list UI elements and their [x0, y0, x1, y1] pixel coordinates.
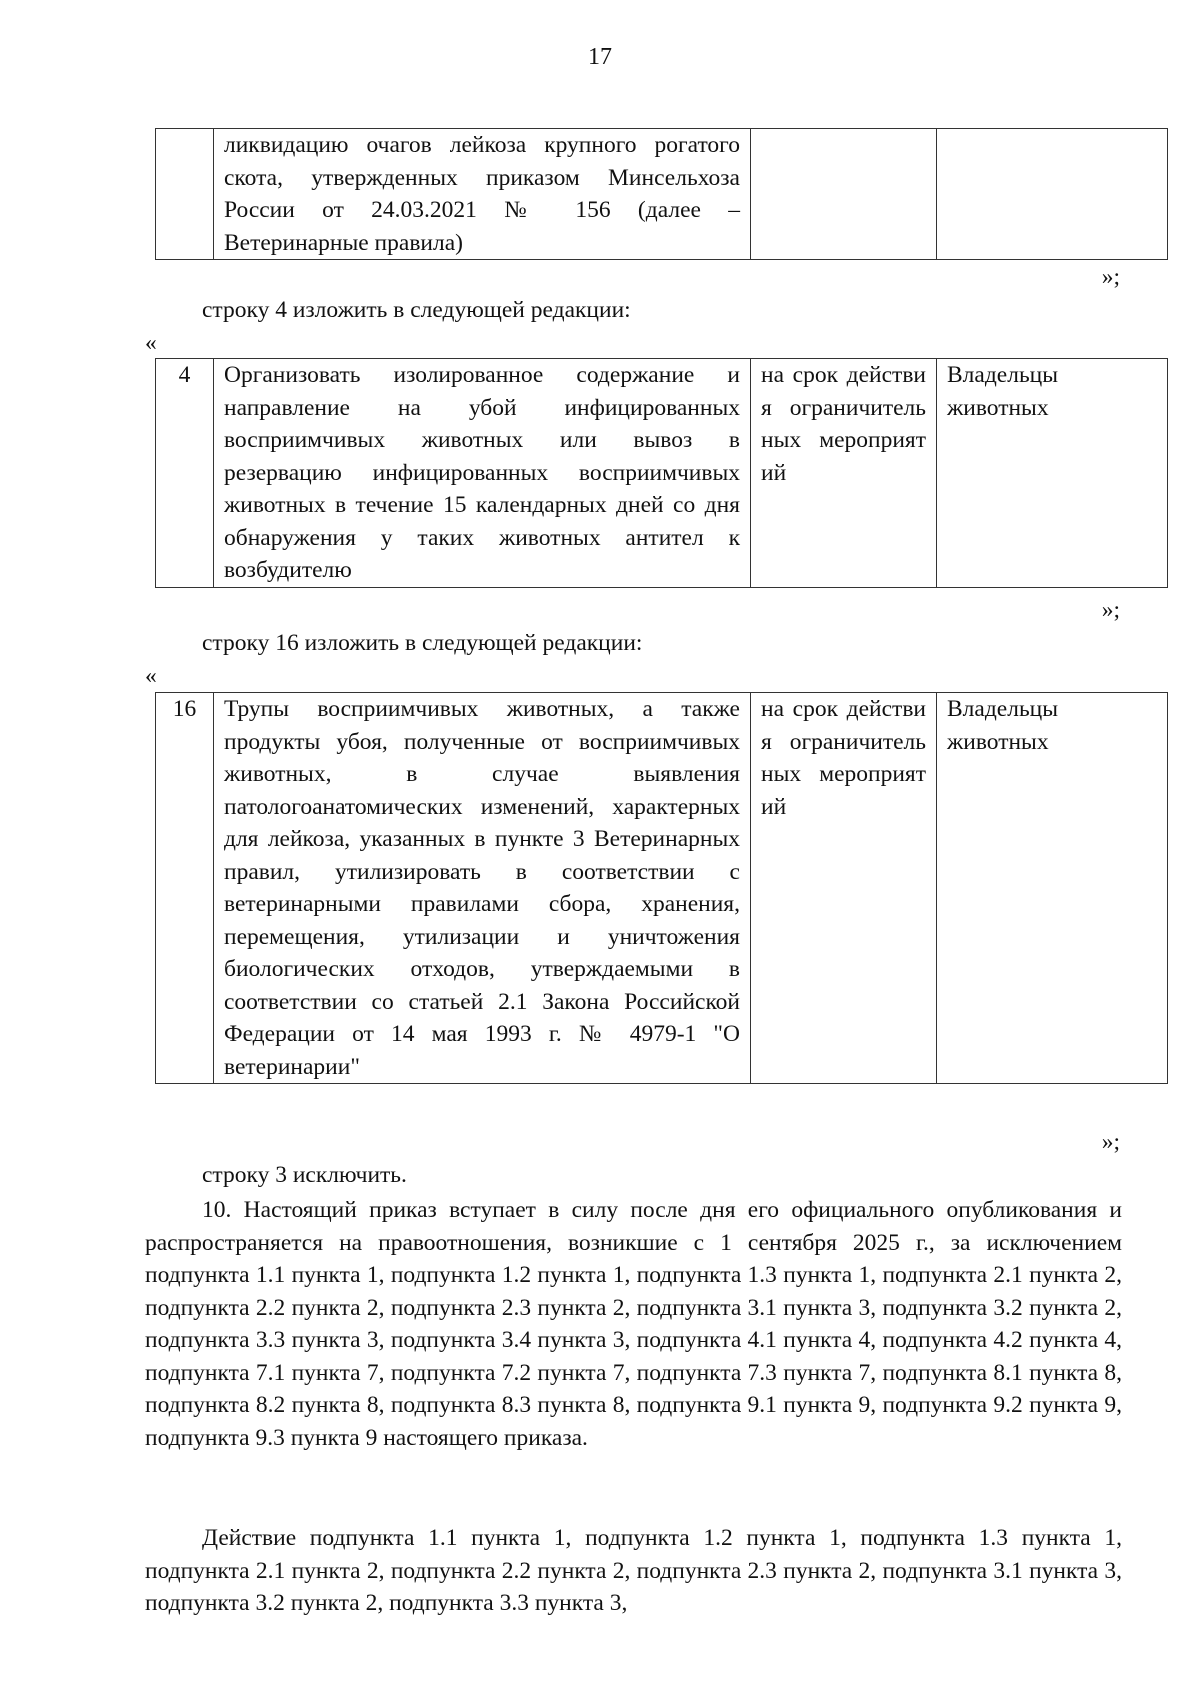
opening-quote: «	[145, 330, 157, 356]
term-cell: на срок действия ограничительных мероприятий	[751, 359, 937, 588]
instruction-row-16: строку 16 изложить в следующей редакции:	[202, 630, 643, 656]
responsible-cell: Владельцы животных	[937, 359, 1168, 588]
table-row	[156, 129, 1168, 260]
row-number-cell: 16	[156, 693, 214, 1084]
measure-cell: ликвидацию очагов лейкоза крупного рогатого скота, утвержденных приказом Минсельхоза России от 24.03.2021 № 156 (далее – Ветеринарные правила)	[214, 129, 751, 260]
closing-quote: »;	[1101, 597, 1120, 623]
term-cell	[751, 129, 937, 260]
row-number-cell	[156, 129, 214, 260]
responsible-cell: Владельцы животных	[937, 693, 1168, 1084]
paragraph-10: 10. Настоящий приказ вступает в силу после дня его официального опубликования и распространяется на правоотношения, возникшие с 1 сентября 2025 г., за исключением подпункта 1.1 пункта 1, подпункта 1.2 пункта 1, подпункта 1.3 пункта 1, подпункта 2.1 пункта 2, подпункта 2.2 пункта 2, подпункта 2.3 пункта 2, подпункта 3.1 пункта 3, подпункта 3.2 пункта 2, подпункта 3.3 пункта 3, подпункта 3.4 пункта 3, подпункта 4.1 пункта 4, подпункта 4.2 пункта 4, подпункта 7.1 пункта 7, подпункта 7.2 пункта 7, подпункта 7.3 пункта 7, подпункта 8.1 пункта 8, подпункта 8.2 пункта 8, подпункта 8.3 пункта 8, подпункта 9.1 пункта 9, подпункта 9.2 пункта 9, подпункта 9.3 пункта 9 настоящего приказа.	[145, 1197, 1122, 1451]
closing-quote: »;	[1101, 1129, 1120, 1155]
term-cell: на срок действия ограничительных мероприятий	[751, 693, 937, 1084]
table-row-16	[155, 692, 1168, 1084]
row-number-cell: 4	[156, 359, 214, 588]
measure-cell: Организовать изолированное содержание и направление на убой инфицированных восприимчивых животных или вывоз в резервацию инфицированных восприимчивых животных в течение 15 календарных дней со дня обнаружения у таких животных антител к возбудителю	[214, 359, 751, 588]
table-continuation	[155, 128, 1168, 260]
instruction-row-4: строку 4 изложить в следующей редакции:	[202, 297, 631, 323]
table-row	[156, 359, 1168, 588]
paragraph-action: Действие подпункта 1.1 пункта 1, подпункта 1.2 пункта 1, подпункта 1.3 пункта 1, подпункта 2.1 пункта 2, подпункта 2.2 пункта 2, подпункта 2.3 пункта 2, подпункта 3.1 пункта 3, подпункта 3.2 пункта 2, подпункта 3.3 пункта 3,	[145, 1525, 1122, 1616]
page-number: 17	[588, 44, 612, 70]
table-row-4	[155, 358, 1168, 588]
responsible-cell	[937, 129, 1168, 260]
table-row	[156, 693, 1168, 1084]
closing-quote: »;	[1101, 264, 1120, 290]
instruction-row-3: строку 3 исключить.	[202, 1162, 407, 1188]
opening-quote: «	[145, 663, 157, 689]
measure-cell: Трупы восприимчивых животных, а также продукты убоя, полученные от восприимчивых животных, в случае выявления патологоанатомических изменений, характерных для лейкоза, указанных в пункте 3 Ветеринарных правил, утилизировать в соответствии с ветеринарными правилами сбора, хранения, перемещения, утилизации и уничтожения биологических отходов, утверждаемыми в соответствии со статьей 2.1 Закона Российской Федерации от 14 мая 1993 г. № 4979-1 "О ветеринарии"	[214, 693, 751, 1084]
